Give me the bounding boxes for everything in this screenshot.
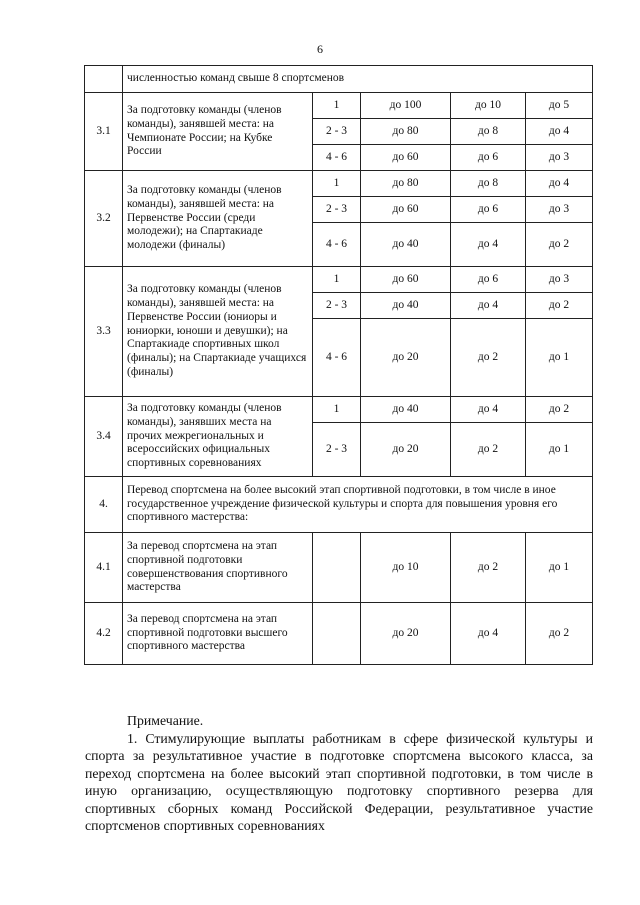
value-c-cell: до 2	[526, 223, 593, 267]
value-b-cell: до 6	[451, 267, 526, 293]
row-description: За подготовку команды (членов команды), занявшей места: на Чемпионате России; на Кубке России	[123, 93, 313, 171]
row-description: За подготовку команды (членов команды), занявшей места: на Первенстве России (юниоры и юниорки, юноши и девушки); на Спартакиаде спортивных школ (финалы); на Спартакиаде учащихся (финалы)	[123, 267, 313, 397]
value-c-cell: до 5	[526, 93, 593, 119]
value-a-cell: до 40	[361, 223, 451, 267]
row-number: 3.3	[85, 267, 123, 397]
value-c-cell: до 3	[526, 197, 593, 223]
value-b-cell: до 4	[451, 223, 526, 267]
value-a-cell: до 40	[361, 293, 451, 319]
row-number: 3.4	[85, 397, 123, 477]
value-a-cell: до 20	[361, 319, 451, 397]
row-number: 4.1	[85, 533, 123, 603]
value-c-cell: до 1	[526, 423, 593, 477]
place-cell	[313, 603, 361, 665]
value-a-cell: до 20	[361, 603, 451, 665]
value-c-cell: до 3	[526, 267, 593, 293]
place-cell	[313, 533, 361, 603]
place-cell: 4 - 6	[313, 145, 361, 171]
table-row	[85, 397, 593, 423]
row-number: 3.2	[85, 171, 123, 267]
place-cell: 4 - 6	[313, 319, 361, 397]
place-cell: 2 - 3	[313, 119, 361, 145]
note-title: Примечание.	[127, 713, 204, 728]
value-b-cell: до 6	[451, 197, 526, 223]
place-cell: 1	[313, 93, 361, 119]
table-row	[85, 171, 593, 197]
section-description: Перевод спортсмена на более высокий этап спортивной подготовки, в том числе в иное государственное учреждение физической культуры и спорта для повышения уровня его спортивного мастерства:	[123, 477, 593, 533]
value-a-cell: до 80	[361, 171, 451, 197]
value-b-cell: до 8	[451, 119, 526, 145]
row-description: За подготовку команды (членов команды), занявшей места: на Первенстве России (среди молодежи); на Спартакиаде молодежи (финалы)	[123, 171, 313, 267]
value-c-cell: до 1	[526, 319, 593, 397]
table-row	[85, 93, 593, 119]
value-c-cell: до 4	[526, 171, 593, 197]
row-number: 4.2	[85, 603, 123, 665]
note-text: 1. Стимулирующие выплаты работникам в сфере физической культуры и спорта за результативное участие в подготовке спортсмена высокого класса, за переход спортсмена на более высокий этап спортивной подготовки, в том числе в иную организацию, осуществляющую подготовку спортивного резерва для спортивных сборных команд Российской Федерации, результативное участие спортсменов спортивных соревнованиях	[85, 730, 593, 833]
value-b-cell: до 2	[451, 319, 526, 397]
value-c-cell: до 1	[526, 533, 593, 603]
note-section	[85, 712, 593, 835]
place-cell: 2 - 3	[313, 293, 361, 319]
row-description: За подготовку команды (членов команды), занявших места на прочих межрегиональных и всероссийских официальных спортивных соревнованиях	[123, 397, 313, 477]
value-a-cell: до 40	[361, 397, 451, 423]
value-b-cell: до 4	[451, 603, 526, 665]
value-c-cell: до 4	[526, 119, 593, 145]
bonus-table	[84, 65, 593, 665]
value-a-cell: до 20	[361, 423, 451, 477]
value-a-cell: до 80	[361, 119, 451, 145]
value-c-cell: до 3	[526, 145, 593, 171]
continuation-row	[85, 66, 593, 93]
value-b-cell: до 4	[451, 397, 526, 423]
table-row	[85, 603, 593, 665]
place-cell: 1	[313, 397, 361, 423]
row-number: 3.1	[85, 93, 123, 171]
place-cell: 2 - 3	[313, 423, 361, 477]
value-b-cell: до 2	[451, 533, 526, 603]
value-b-cell: до 8	[451, 171, 526, 197]
value-b-cell: до 6	[451, 145, 526, 171]
place-cell: 2 - 3	[313, 197, 361, 223]
value-a-cell: до 10	[361, 533, 451, 603]
value-c-cell: до 2	[526, 603, 593, 665]
place-cell: 1	[313, 267, 361, 293]
place-cell: 1	[313, 171, 361, 197]
row-description: За перевод спортсмена на этап спортивной подготовки совершенствования спортивного мастерства	[123, 533, 313, 603]
value-a-cell: до 60	[361, 267, 451, 293]
section-4-row	[85, 477, 593, 533]
continuation-text: численностью команд свыше 8 спортсменов	[123, 66, 593, 93]
value-b-cell: до 2	[451, 423, 526, 477]
value-a-cell: до 60	[361, 145, 451, 171]
value-b-cell: до 4	[451, 293, 526, 319]
empty-cell	[85, 66, 123, 93]
value-c-cell: до 2	[526, 397, 593, 423]
value-a-cell: до 60	[361, 197, 451, 223]
place-cell: 4 - 6	[313, 223, 361, 267]
value-b-cell: до 10	[451, 93, 526, 119]
section-number: 4.	[85, 477, 123, 533]
row-description: За перевод спортсмена на этап спортивной подготовки высшего спортивного мастерства	[123, 603, 313, 665]
value-a-cell: до 100	[361, 93, 451, 119]
table-row	[85, 533, 593, 603]
page-number: 6	[317, 42, 323, 56]
table-row	[85, 267, 593, 293]
value-c-cell: до 2	[526, 293, 593, 319]
